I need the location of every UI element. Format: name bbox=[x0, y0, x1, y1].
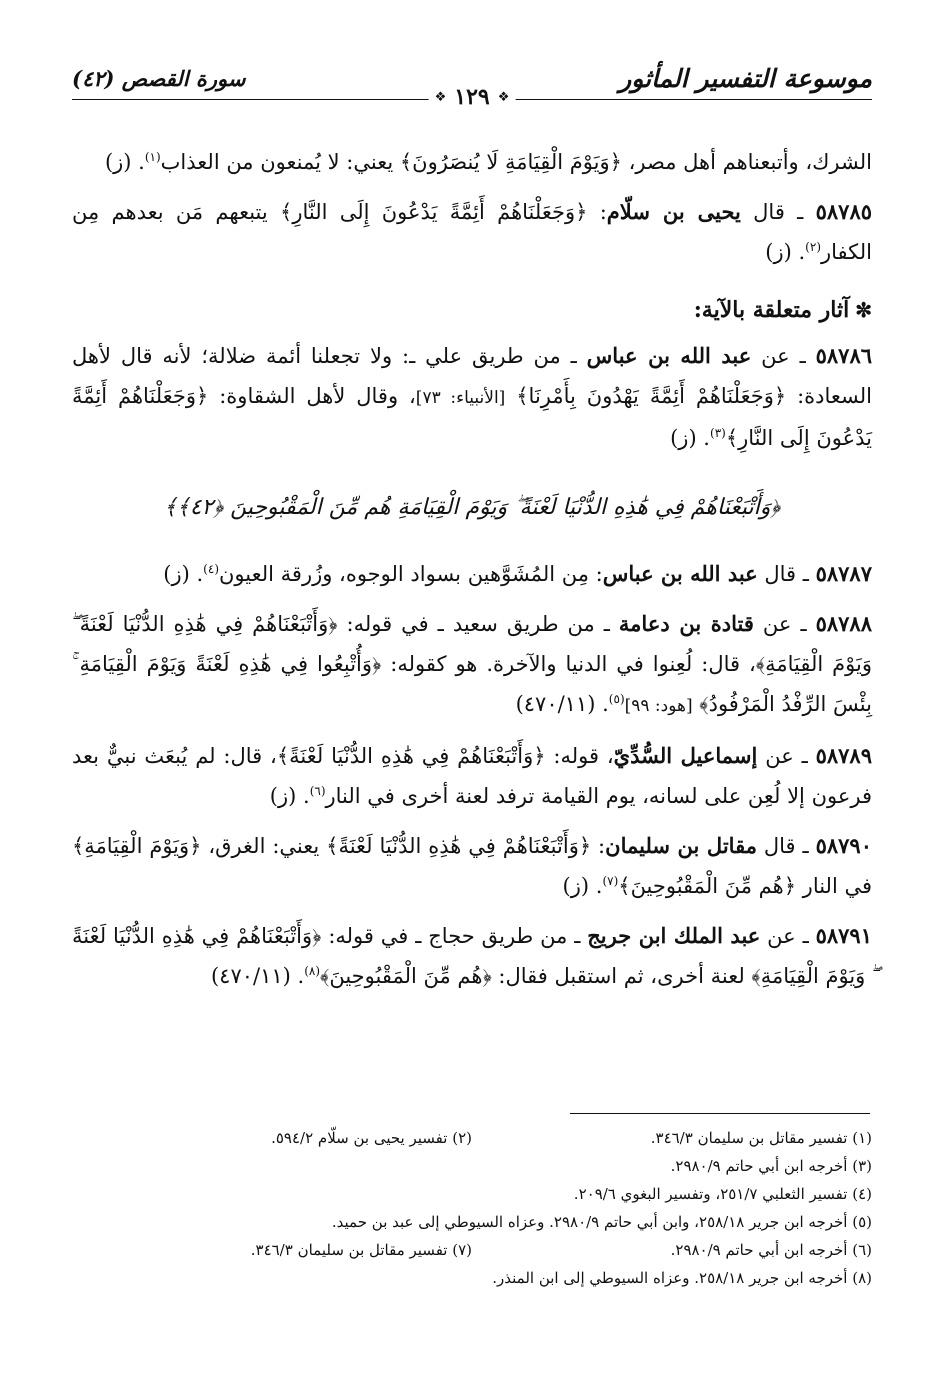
main-text bbox=[72, 142, 872, 1006]
footnote-3: (٣) أخرجه ابن أبي حاتم ٢٩٨٠/٩. bbox=[670, 1157, 872, 1175]
narrator-name: إسماعيل السُّدِّيّ bbox=[613, 743, 758, 768]
athar-text: : مِن المُشَوَّهين بسواد الوجوه، وزُرقة العيون bbox=[219, 562, 603, 586]
footnote-ref[interactable]: (٥) bbox=[608, 692, 625, 706]
athar-intro: ـ قال bbox=[740, 200, 816, 224]
athar-58789 bbox=[72, 736, 872, 816]
footnote-1: (١) تفسير مقاتل بن سليمان ٣٤٦/٣. bbox=[650, 1129, 872, 1147]
athar-number: ٥٨٧٨٧ bbox=[815, 561, 872, 586]
footnote-7: (٧) تفسير مقاتل بن سليمان ٣٤٦/٣. bbox=[250, 1241, 472, 1259]
athar-text: : ﴿وَجَعَلْنَاهُمْ أَئِمَّةً يَدْعُونَ إِلَى النَّارِ﴾ يتبعهم مَن بعدهم مِن الكفار bbox=[72, 200, 872, 264]
page-number-block bbox=[429, 84, 516, 110]
verse-reference: [هود: ٩٩] bbox=[624, 696, 693, 716]
source-tag: . (٤٧٠/١١) bbox=[210, 964, 305, 988]
footnote-rule bbox=[570, 1113, 870, 1114]
athar-number: ٥٨٧٨٥ bbox=[815, 199, 873, 224]
athar-number: ٥٨٧٨٩ bbox=[815, 743, 872, 768]
flower-ornament-icon: ✼ bbox=[855, 298, 872, 322]
source-tag: . (ز) bbox=[269, 784, 310, 808]
source-tag: . (ز) bbox=[104, 150, 145, 174]
footnote-row bbox=[72, 1264, 872, 1292]
athar-intro: ـ عن bbox=[757, 744, 816, 768]
running-header bbox=[72, 58, 872, 110]
athar-number: ٥٨٧٨٦ bbox=[815, 343, 873, 368]
athar-58785 bbox=[72, 192, 872, 272]
athar-intro: ـ عن bbox=[753, 612, 816, 636]
ornament-icon: ❖ bbox=[497, 89, 510, 105]
footnote-ref[interactable]: (٧) bbox=[602, 874, 619, 888]
footnote-row bbox=[72, 1180, 872, 1208]
footnote-row bbox=[72, 1152, 872, 1180]
athar-intro: ـ عن bbox=[760, 924, 816, 948]
footnote-2: (٢) تفسير يحيى بن سلّام ٥٩٤/٢. bbox=[271, 1129, 472, 1147]
athar-intro: ـ عن bbox=[751, 344, 816, 368]
athar-number: ٥٨٧٨٨ bbox=[815, 611, 872, 636]
source-tag: . (ز) bbox=[765, 240, 806, 264]
athar-number: ٥٨٧٩٠ bbox=[815, 833, 872, 858]
footnote-ref[interactable]: (٦) bbox=[309, 784, 326, 798]
narrator-name: عبد الله بن عباس bbox=[586, 343, 752, 368]
footnotes bbox=[72, 1124, 872, 1292]
narrator-name: يحيى بن سلّام bbox=[606, 199, 741, 224]
athar-intro: ـ قال bbox=[757, 562, 816, 586]
athar-number: ٥٨٧٩١ bbox=[815, 923, 872, 948]
footnote-4: (٤) تفسير الثعلبي ٢٥١/٧، وتفسير البغوي ٢٠٩/٦. bbox=[573, 1185, 872, 1203]
athar-text: ، قوله: ﴿وَأَتْبَعْنَاهُمْ فِي هَٰذِهِ الدُّنْيَا لَعْنَةً﴾، قال: لم يُبعَث نبيٌّ بعد فرعون إلا لُعِن على لسانه، يوم القيامة ترفد لعنة أخرى في النار bbox=[72, 744, 872, 808]
footnote-row bbox=[72, 1124, 872, 1152]
narrator-name: عبد الملك ابن جريج bbox=[587, 923, 761, 948]
footnote-ref[interactable]: (٢) bbox=[805, 240, 821, 254]
footnote-ref[interactable]: (٣) bbox=[710, 426, 726, 440]
athar-58791 bbox=[72, 916, 872, 996]
section-heading bbox=[72, 290, 872, 330]
athar-58788 bbox=[72, 604, 872, 726]
athar-text: : ﴿وَأَتْبَعْنَاهُمْ فِي هَٰذِهِ الدُّنْيَا لَعْنَةً﴾ يعني: الغرق، ﴿وَيَوْمَ الْقِيَامَةِ﴾ في النار ﴿هُم مِّنَ الْمَقْبُوحِينَ﴾ bbox=[72, 834, 872, 898]
footnote-row bbox=[72, 1208, 872, 1236]
footnote-8: (٨) أخرجه ابن جرير ٢٥٨/١٨. وعزاه السيوطي إلى ابن المنذر. bbox=[492, 1269, 872, 1287]
athar-text: ـ من طريق حجاج ـ في قوله: ﴿وَأَتْبَعْنَاهُمْ فِي هَٰذِهِ الدُّنْيَا لَعْنَةً ۖ وَيَوْمَ الْقِيَامَةِ﴾ لعنة أخرى، ثم استقبل فقال: ﴿هُم مِّنَ الْمَقْبُوحِينَ﴾ bbox=[72, 924, 872, 988]
source-tag: . (ز) bbox=[562, 874, 603, 898]
page-number: ١٢٩ bbox=[454, 84, 490, 110]
book-title: موسوعة التفسير المأثور bbox=[619, 64, 872, 93]
verse-reference: [الأنبياء: ٧٣] bbox=[415, 388, 506, 408]
source-tag: . (ز) bbox=[670, 426, 710, 450]
section-title: آثار متعلقة بالآية: bbox=[693, 297, 850, 323]
intro-paragraph bbox=[72, 142, 872, 182]
intro-text: الشرك، وأتبعناهم أهل مصر، ﴿وَيَوْمَ الْقِيَامَةِ لَا يُنصَرُونَ﴾ يعني: لا يُمنعون من العذاب bbox=[160, 150, 872, 174]
ornament-icon: ❖ bbox=[434, 89, 447, 105]
footnote-ref[interactable]: (٨) bbox=[304, 964, 321, 978]
footnote-ref[interactable]: (٤) bbox=[203, 562, 219, 576]
narrator-name: قتادة بن دعامة bbox=[618, 611, 754, 636]
footnote-row bbox=[72, 1236, 872, 1264]
footnote-5: (٥) أخرجه ابن جرير ٢٥٨/١٨، وابن أبي حاتم ٢٩٨٠/٩. وعزاه السيوطي إلى عبد بن حميد. bbox=[331, 1213, 872, 1231]
athar-58790 bbox=[72, 826, 872, 906]
footnote-ref[interactable]: (١) bbox=[144, 150, 161, 164]
narrator-name: مقاتل بن سليمان bbox=[605, 833, 757, 858]
quran-verse: ﴿وَأَتْبَعْنَاهُمْ فِي هَٰذِهِ الدُّنْيَا لَعْنَةً ۖ وَيَوْمَ الْقِيَامَةِ هُم مِّنَ الْمَقْبُوحِينَ ﴿٤٢﴾﴾ bbox=[163, 495, 781, 520]
athar-text: ، وقال لأهل الشقاوة: ﴿وَجَعَلْنَاهُمْ أَئِمَّةً يَدْعُونَ إِلَى النَّارِ﴾ bbox=[72, 384, 872, 450]
narrator-name: عبد الله بن عباس bbox=[602, 561, 758, 586]
athar-58787 bbox=[72, 554, 872, 594]
athar-text: ـ من طريق علي ـ: ولا تجعلنا أئمة ضلالة؛ لأنه قال لأهل السعادة: ﴿وَجَعَلْنَاهُمْ أَئِمَّةً يَهْدُونَ بِأَمْرِنَا﴾ bbox=[72, 344, 872, 408]
footnote-6: (٦) أخرجه ابن أبي حاتم ٢٩٨٠/٩. bbox=[670, 1241, 872, 1259]
athar-58786 bbox=[72, 336, 872, 458]
athar-text: ـ من طريق سعيد ـ في قوله: ﴿وَأَتْبَعْنَاهُمْ فِي هَٰذِهِ الدُّنْيَا لَعْنَةً ۖ وَيَوْمَ الْقِيَامَةِ﴾، قال: لُعِنوا في الدنيا والآخرة. هو كقوله: ﴿وَأُتْبِعُوا فِي هَٰذِهِ لَعْنَةً وَيَوْمَ الْقِيَامَةِ ۚ بِئْسَ الرِّفْدُ الْمَرْفُودُ﴾ bbox=[72, 612, 872, 716]
source-tag: . (ز) bbox=[163, 562, 204, 586]
surah-title: سورة القصص (٤٢) bbox=[72, 66, 246, 91]
athar-intro: ـ قال bbox=[756, 834, 816, 858]
source-tag: . (٤٧٠/١١) bbox=[515, 692, 609, 716]
